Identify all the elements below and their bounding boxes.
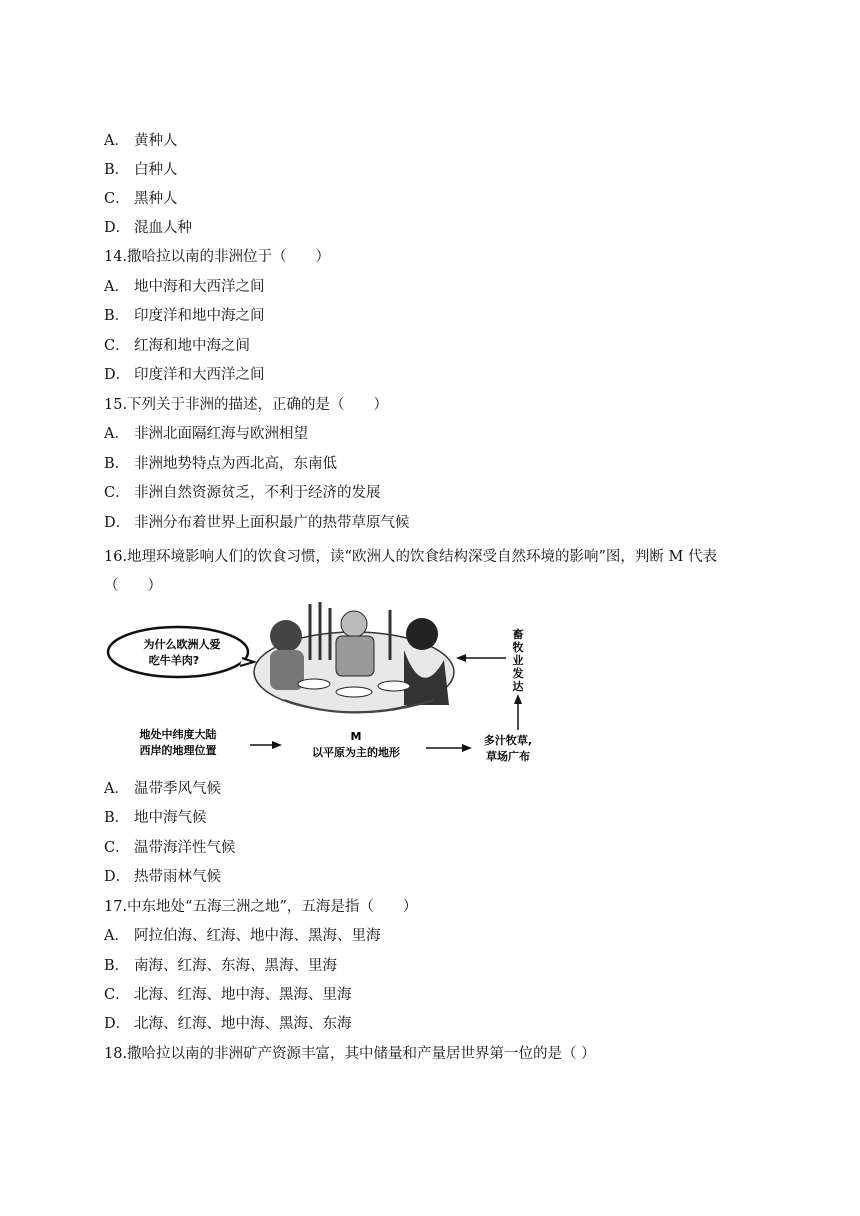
box-left-line2: 西岸的地理位置 (139, 744, 217, 757)
box-left-line1: 地处中纬度大陆 (139, 728, 217, 741)
q17-option-c: C． 北海、红海、地中海、黑海、里海 (104, 987, 352, 1003)
q14-option-c: C． 红海和地中海之间 (104, 338, 250, 354)
q16-stem: 16.地理环境影响人们的饮食习惯，读“欧洲人的饮食结构深受自然环境的影响”图，判断 M 代表（ ） (104, 549, 717, 594)
q18-stem: 18.撒哈拉以南的非洲矿产资源丰富，其中储量和产量居世界第一位的是（ ） (104, 1046, 596, 1062)
q17-stem: 17.中东地处“五海三洲之地”，五海是指（ ） (104, 899, 418, 915)
speech-bubble-tail (240, 658, 254, 666)
arrow-up-head (514, 694, 522, 704)
arrow-mid-to-right-head (462, 744, 472, 752)
svg-text:业: 业 (512, 654, 524, 667)
arrow-to-scene-head (456, 654, 466, 662)
q13-option-c: C． 黑种人 (104, 191, 178, 207)
q16-option-d: D． 热带雨林气候 (104, 869, 221, 885)
q16-option-a: A． 温带季风气候 (104, 781, 221, 797)
q15-option-a: A． 非洲北面隔红海与欧洲相望 (104, 426, 308, 442)
q15-stem: 15.下列关于非洲的描述，正确的是（ ） (104, 397, 389, 413)
diet-diagram (104, 600, 540, 770)
q16-option-b: B． 地中海气候 (104, 810, 207, 826)
svg-text:发: 发 (512, 667, 524, 680)
box-right-line2: 草场广布 (486, 750, 530, 763)
box-right-line1: 多汁牧草, (483, 734, 533, 747)
q15-option-b: B． 非洲地势特点为西北高，东南低 (104, 456, 337, 472)
arrow-left-to-mid-head (272, 741, 282, 749)
box-mid-line1: M (350, 730, 362, 743)
q14-stem: 14.撒哈拉以南的非洲位于（ ） (104, 249, 331, 265)
q16-option-c: C． 温带海洋性气候 (104, 840, 236, 856)
svg-text:牧: 牧 (512, 641, 524, 654)
q17-option-d: D． 北海、红海、地中海、黑海、东海 (104, 1016, 352, 1032)
dining-scene-illustration (254, 602, 454, 713)
q17-option-a: A． 阿拉伯海、红海、地中海、黑海、里海 (104, 928, 381, 944)
q14-option-d: D． 印度洋和大西洋之间 (104, 367, 265, 383)
q15-option-d: D． 非洲分布着世界上面积最广的热带草原气候 (104, 515, 410, 531)
bubble-text-line2: 吃牛羊肉? (148, 654, 200, 667)
diet-diagram-svg (104, 600, 540, 770)
q14-option-a: A． 地中海和大西洋之间 (104, 279, 265, 295)
q13-option-b: B． 白种人 (104, 162, 178, 178)
vertical-label-livestock (512, 627, 524, 693)
q15-option-c: C． 非洲自然资源贫乏，不利于经济的发展 (104, 485, 381, 501)
q13-option-a: A． 黄种人 (104, 133, 178, 149)
svg-text:畜: 畜 (512, 628, 524, 641)
q13-option-d: D． 混血人种 (104, 220, 192, 236)
svg-text:达: 达 (512, 680, 524, 693)
speech-bubble (108, 627, 248, 677)
box-mid-line2: 以平原为主的地形 (312, 746, 400, 759)
q14-option-b: B． 印度洋和地中海之间 (104, 308, 265, 324)
q17-option-b: B． 南海、红海、东海、黑海、里海 (104, 958, 337, 974)
bubble-text-line1: 为什么欧洲人爱 (143, 638, 221, 651)
